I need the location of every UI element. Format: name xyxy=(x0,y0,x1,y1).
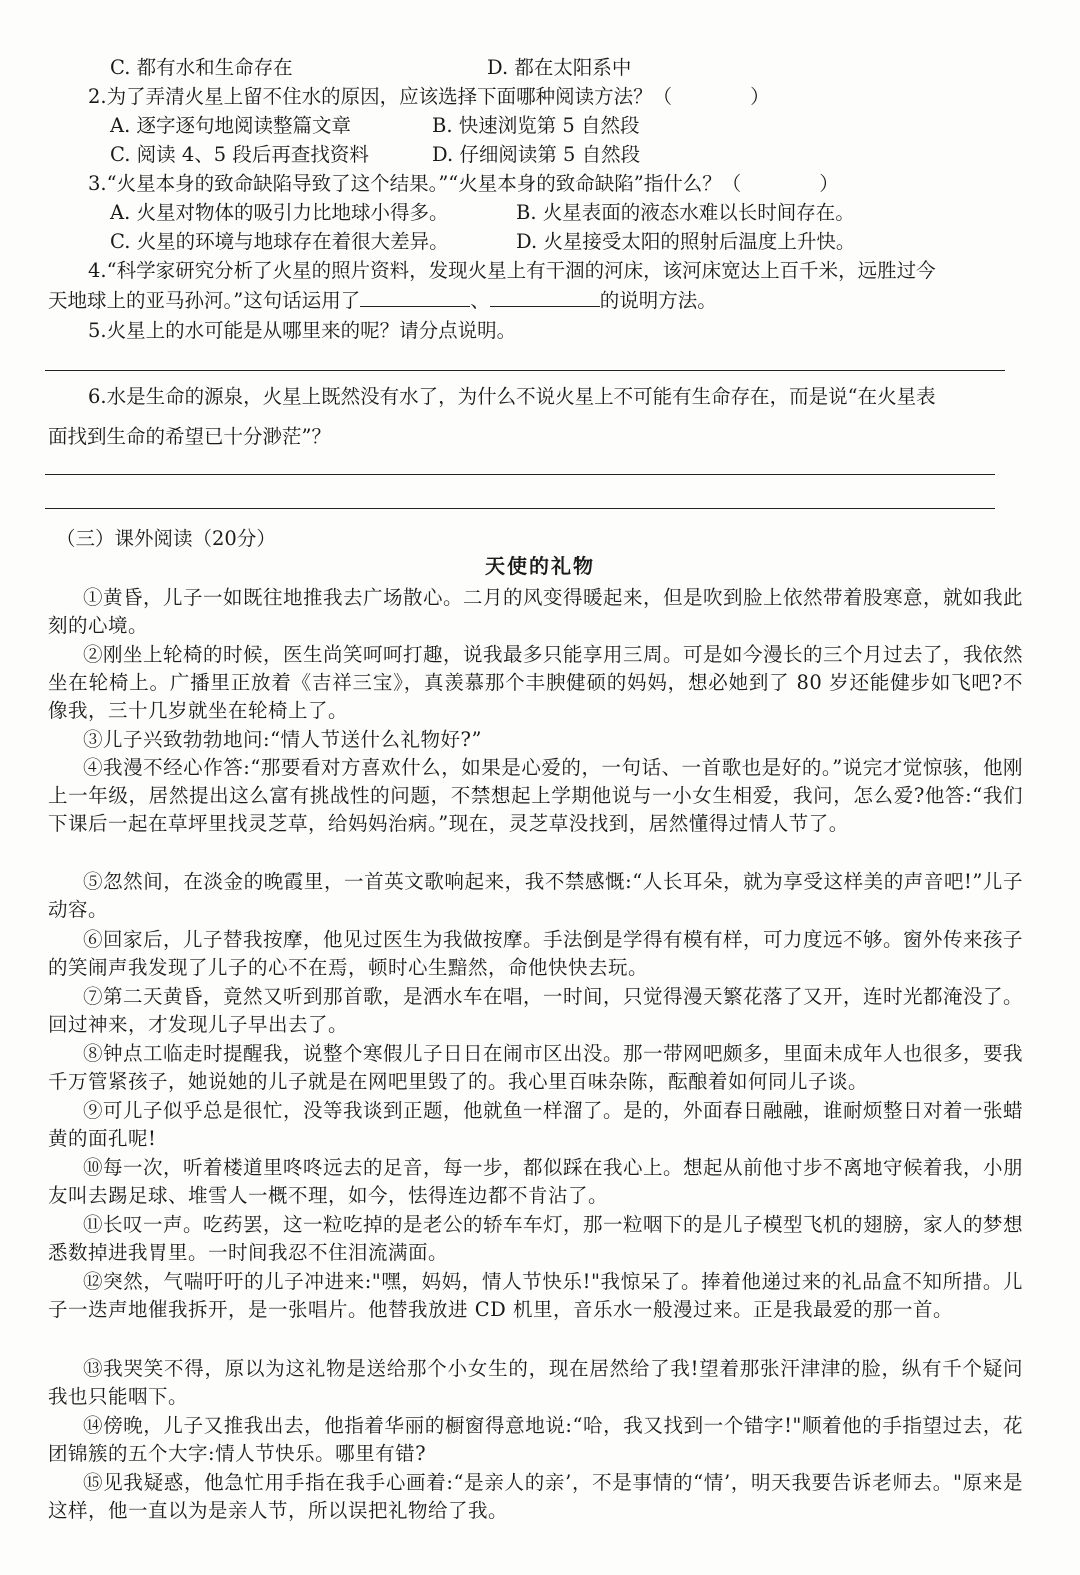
passage-para-14: ⑭傍晚，儿子又推我出去，他指着华丽的橱窗得意地说:“哈，我又找到一个错字!"顺着他的手指望过去，花团锦簇的五个大字:情人节快乐。哪里有错? xyxy=(48,1414,1023,1466)
passage-para-6: ⑥回家后，儿子替我按摩，他见过医生为我做按摩。手法倒是学得有模有样，可力度远不够。窗外传来孩子的笑闹声我发现了儿子的心不在焉，顿时心生黯然，命他快快去玩。 xyxy=(48,928,1024,980)
answer-blank-2[interactable] xyxy=(490,288,600,307)
answer-blank-1[interactable] xyxy=(360,288,470,307)
passage-para-10: ⑩每一次，听着楼道里咚咚远去的足音，每一步，都似踩在我心上。想起从前他寸步不离地守候着我，小朋友叫去踢足球、堆雪人一概不理，如今，怯得连边都不肯沾了。 xyxy=(48,1156,1024,1208)
question-4-text-a: 天地球上的亚马孙河。”这句话运用了 xyxy=(48,289,361,312)
question-4-text-b: 的说明方法。 xyxy=(599,289,717,312)
option-d-prev: D. 都在太阳系中 xyxy=(487,56,632,79)
question-3-option-a: A. 火星对物体的吸引力比地球小得多。 xyxy=(110,201,449,224)
passage-para-13: ⑬我哭笑不得，原以为这礼物是送给那个小女生的，现在居然给了我!望着那张汗津津的脸，纵有千个疑问我也只能咽下。 xyxy=(48,1357,1023,1409)
passage-para-12: ⑫突然，气喘吁吁的儿子冲进来:"嘿，妈妈，情人节快乐!"我惊呆了。捧着他递过来的礼品盒不知所措。儿子一迭声地催我拆开，是一张唱片。他替我放进 CD 机里，音乐水一般漫过来。正是我最爱的那一首。 xyxy=(48,1270,1023,1322)
question-6-line2: 面找到生命的希望已十分渺茫”？ xyxy=(48,425,331,448)
question-2-option-a: A. 逐字逐句地阅读整篇文章 xyxy=(110,114,351,137)
passage-para-1: ①黄昏，儿子一如既往地推我去广场散心。二月的风变得暖起来，但是吹到脸上依然带着股寒意，就如我此刻的心境。 xyxy=(48,586,1024,638)
question-3-option-b: B. 火星表面的液态水难以长时间存在。 xyxy=(516,201,855,224)
question-6-line1: 6.水是生命的源泉，火星上既然没有水了，为什么不说火星上不可能有生命存在，而是说“在火星表 xyxy=(88,385,936,408)
question-3-option-d: D. 火星接受太阳的照射后温度上升快。 xyxy=(516,230,856,253)
answer-line-q5[interactable] xyxy=(45,370,1005,371)
passage-para-4: ④我漫不经心作答:“那要看对方喜欢什么，如果是心爱的，一句话、一首歌也是好的。”说完才觉惊骇，他刚上一年级，居然提出这么富有挑战性的问题，不禁想起上学期他说与一小女生相爱，我问，怎么爱?他答:“我们下课后一起在草坪里找灵芝草，给妈妈治病。”现在，灵芝草没找到，居然懂得过情人节了。 xyxy=(48,756,1023,836)
section-heading: （三）课外阅读（20分） xyxy=(56,527,276,550)
question-2-option-c: C. 阅读 4、5 段后再查找资料 xyxy=(110,143,369,166)
answer-line-q6-1[interactable] xyxy=(45,474,995,475)
answer-line-q6-2[interactable] xyxy=(45,508,995,509)
passage-para-8: ⑧钟点工临走时提醒我，说整个寒假儿子日日在闹市区出没。那一带网吧颇多，里面未成年人也很多，要我千万管紧孩子，她说她的儿子就是在网吧里毁了的。我心里百味杂陈，酝酿着如何同儿子谈。 xyxy=(48,1042,1024,1094)
passage-para-2: ②刚坐上轮椅的时候，医生尚笑呵呵打趣，说我最多只能享用三周。可是如今漫长的三个月过去了，我依然坐在轮椅上。广播里正放着《吉祥三宝》，真羡慕那个丰腴健硕的妈妈，想必她到了 80 岁还能健步如飞吧?不像我，三十几岁就坐在轮椅上了。 xyxy=(48,643,1024,723)
question-3-stem: 3.“火星本身的致命缺陷导致了这个结果。”“火星本身的致命缺陷”指什么？（ ） xyxy=(88,172,839,195)
passage-para-15: ⑮见我疑惑，他急忙用手指在我手心画着:“是亲人的亲’，不是事情的“情’，明天我要告诉老师去。"原来是这样，他一直以为是亲人节，所以误把礼物给了我。 xyxy=(48,1471,1023,1523)
question-2-option-b: B. 快速浏览第 5 自然段 xyxy=(432,114,640,137)
passage-para-9: ⑨可儿子似乎总是很忙，没等我谈到正题，他就鱼一样溜了。是的，外面春日融融，谁耐烦整日对着一张蜡黄的面孔呢! xyxy=(48,1099,1024,1151)
question-2-stem: 2.为了弄清火星上留不住水的原因，应该选择下面哪种阅读方法？（ ） xyxy=(88,85,770,108)
question-2-option-d: D. 仔细阅读第 5 自然段 xyxy=(432,143,641,166)
passage-para-11: ⑪长叹一声。吃药罢，这一粒吃掉的是老公的轿车车灯，那一粒咽下的是儿子模型飞机的翅膀，家人的梦想悉数掉进我胃里。一时间我忍不住泪流满面。 xyxy=(48,1213,1024,1265)
question-3-option-c: C. 火星的环境与地球存在着很大差异。 xyxy=(110,230,449,253)
option-c-prev: C. 都有水和生命存在 xyxy=(110,56,293,79)
passage-para-7: ⑦第二天黄昏，竟然又听到那首歌，是洒水车在唱，一时间，只觉得漫天繁花落了又开，连时光都淹没了。回过神来，才发现儿子早出去了。 xyxy=(48,985,1024,1037)
question-4-line1: 4.“科学家研究分析了火星的照片资料，发现火星上有干涸的河床，该河床宽达上百千米，远胜过今 xyxy=(88,259,936,282)
passage-para-3: ③儿子兴致勃勃地问:“情人节送什么礼物好?” xyxy=(83,728,482,751)
question-4-sep: 、 xyxy=(470,289,490,312)
question-5-stem: 5.火星上的水可能是从哪里来的呢？请分点说明。 xyxy=(88,319,517,342)
passage-title: 天使的礼物 xyxy=(485,554,595,578)
question-4-line2 xyxy=(48,288,717,314)
passage-para-5: ⑤忽然间，在淡金的晚霞里，一首英文歌响起来，我不禁感慨:“人长耳朵，就为享受这样美的声音吧!”儿子动容。 xyxy=(48,870,1023,922)
